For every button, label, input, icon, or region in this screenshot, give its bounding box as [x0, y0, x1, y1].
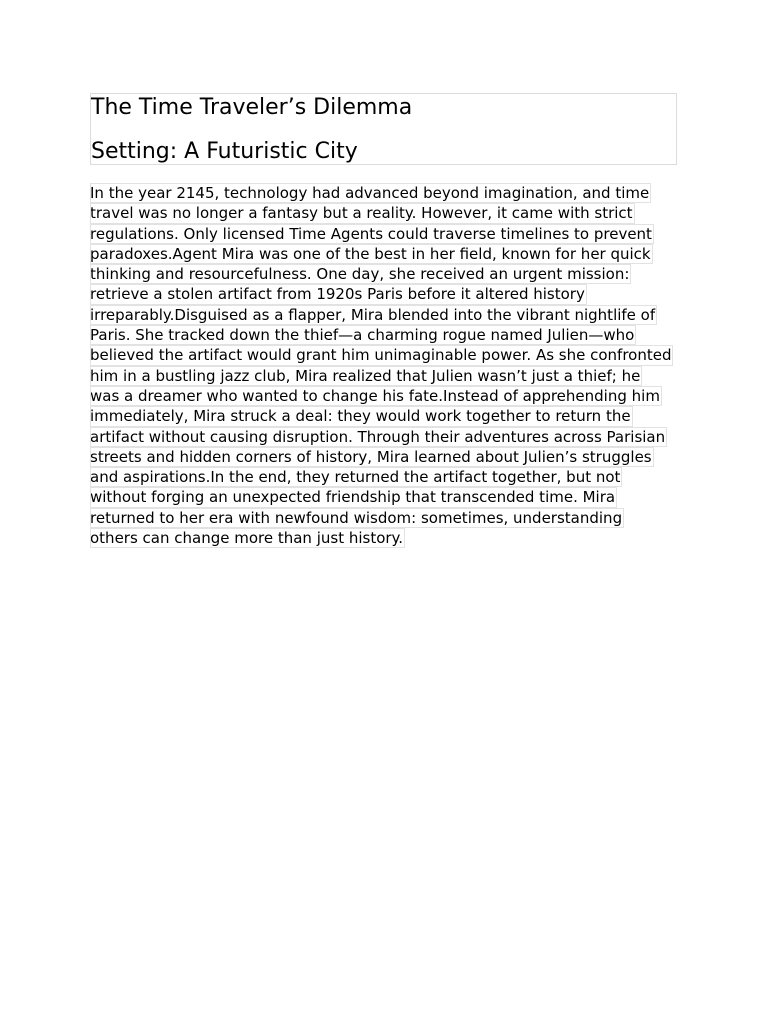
- body-line: irreparably.Disguised as a flapper, Mira blended into the vibrant nightlife of: [90, 305, 656, 324]
- body-line: Paris. She tracked down the thief—a charming rogue named Julien—who: [90, 326, 635, 345]
- story-body: [90, 183, 690, 548]
- body-line: streets and hidden corners of history, Mira learned about Julien’s struggles: [90, 447, 652, 466]
- body-line: retrieve a stolen artifact from 1920s Paris before it altered history: [90, 285, 585, 304]
- heading-block: [90, 93, 677, 165]
- body-line: him in a bustling jazz club, Mira realized that Julien wasn’t just a thief; he: [90, 366, 641, 385]
- body-line: others can change more than just history.: [90, 529, 404, 548]
- body-line: immediately, Mira struck a deal: they would work together to return the: [90, 407, 631, 426]
- body-line: artifact without causing disruption. Through their adventures across Parisian: [90, 427, 666, 446]
- body-line: In the year 2145, technology had advanced beyond imagination, and time: [90, 184, 650, 202]
- body-line: paradoxes.Agent Mira was one of the best in her field, known for her quick: [90, 244, 651, 263]
- document-title: The Time Traveler’s Dilemma: [91, 95, 413, 120]
- body-line: regulations. Only licensed Time Agents could traverse timelines to prevent: [90, 224, 652, 243]
- body-line: thinking and resourcefulness. One day, she received an urgent mission:: [90, 265, 630, 284]
- document-subtitle: Setting: A Futuristic City: [91, 139, 358, 164]
- body-line: without forging an unexpected friendship that transcended time. Mira: [90, 488, 616, 507]
- body-line: was a dreamer who wanted to change his fate.Instead of apprehending him: [90, 386, 660, 405]
- body-line: returned to her era with newfound wisdom: sometimes, understanding: [90, 508, 623, 527]
- body-line: and aspirations.In the end, they returned the artifact together, but not: [90, 468, 621, 487]
- body-line: believed the artifact would grant him unimaginable power. As she confronted: [90, 346, 672, 365]
- body-line: travel was no longer a fantasy but a reality. However, it came with strict: [90, 204, 633, 223]
